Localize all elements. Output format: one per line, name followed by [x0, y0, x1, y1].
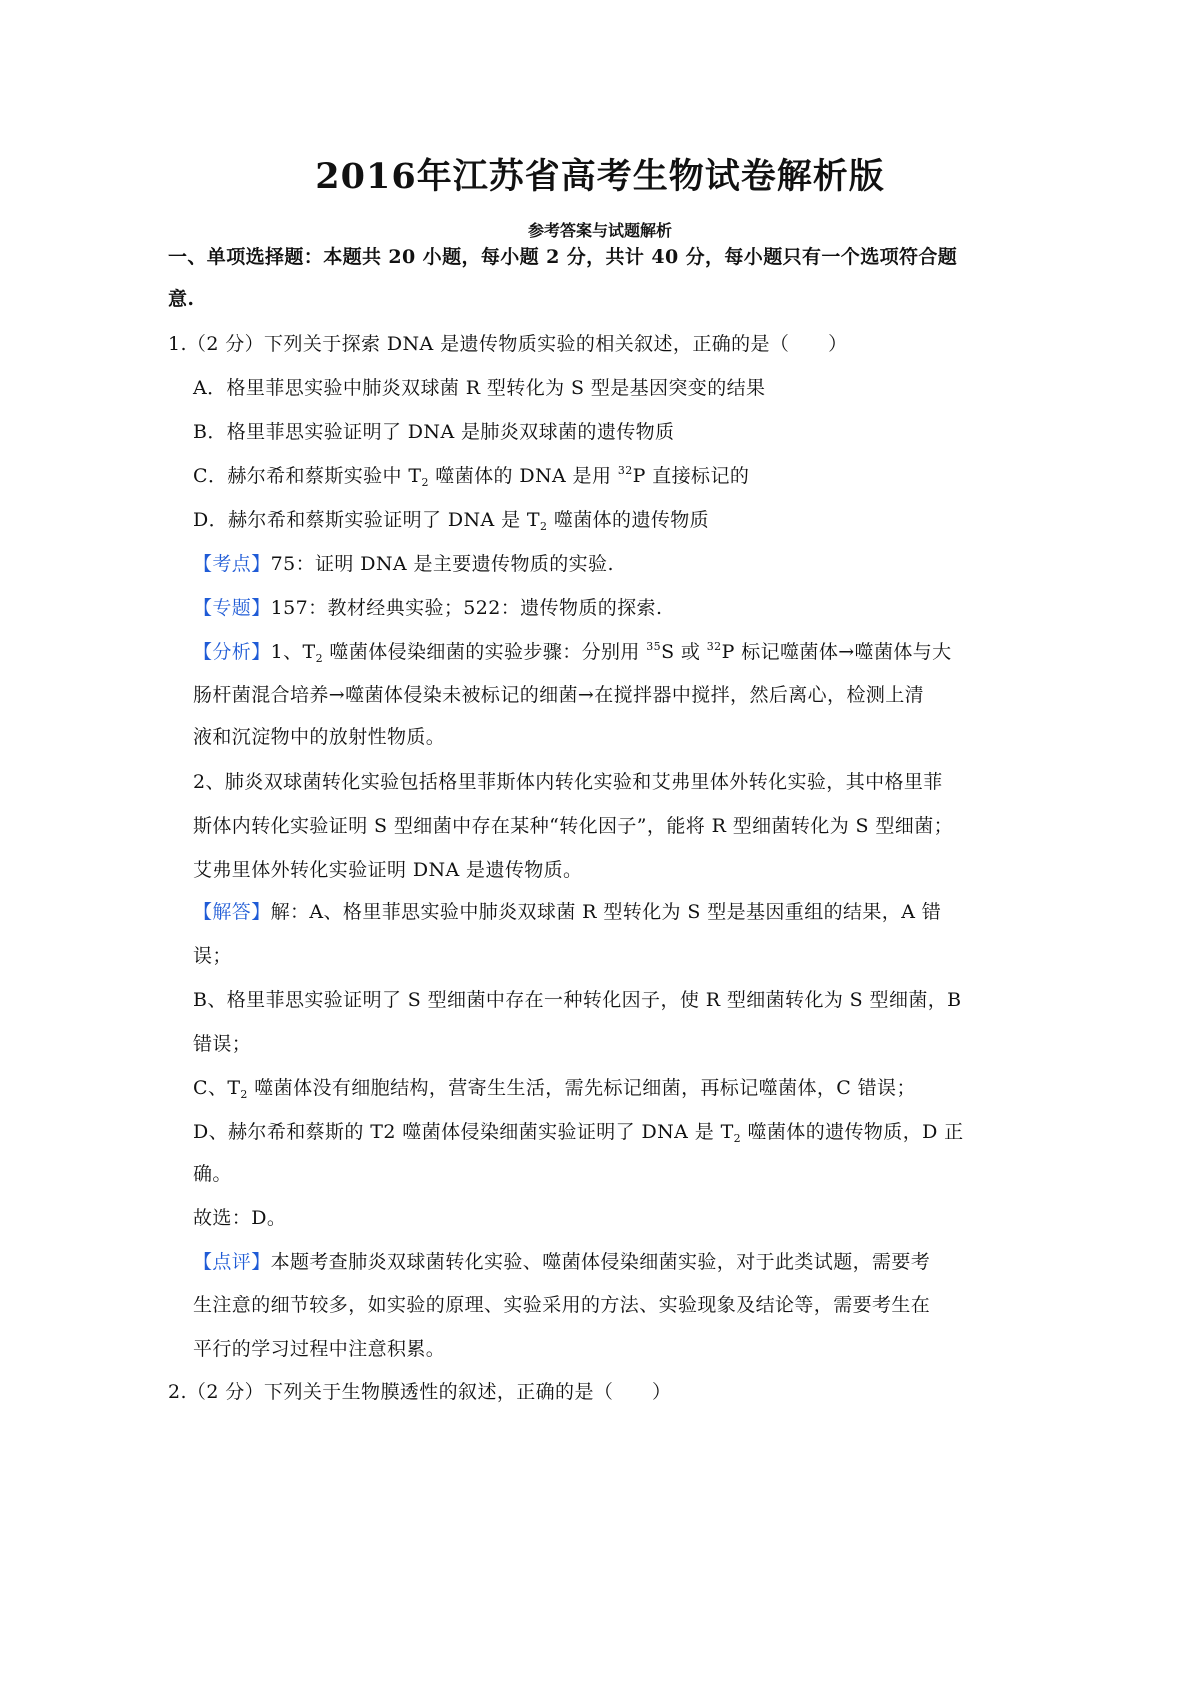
jieda-line-7: 确。 [193, 1163, 232, 1185]
dianping-line-2: 生注意的细节较多，如实验的原理、实验采用的方法、实验现象及结论等，需要考生在 [193, 1294, 931, 1316]
fenxi-text-end: P 标记噬菌体→噬菌体与大 [721, 641, 952, 663]
question-2-stem: 2.（2 分）下列关于生物膜透性的叙述，正确的是（ ） [168, 1381, 672, 1403]
question-1-option-b: B．格里菲思实验证明了 DNA 是肺炎双球菌的遗传物质 [193, 421, 675, 443]
option-c-superscript: 32 [617, 464, 633, 477]
section-heading-line2: 意. [168, 288, 195, 310]
fenxi-text: 1、T [270, 641, 316, 663]
jieda-line-5-text-end: 噬菌体没有细胞结构，营寄生生活，需先标记细菌，再标记噬菌体，C 错误； [247, 1077, 916, 1099]
jieda-line-8: 故选：D。 [193, 1207, 287, 1229]
jieda-line-4: 错误； [193, 1033, 252, 1055]
question-1-option-a: A．格里菲思实验中肺炎双球菌 R 型转化为 S 型是基因突变的结果 [193, 377, 766, 399]
dianping-text: 本题考查肺炎双球菌转化实验、噬菌体侵染细菌实验，对于此类试题，需要考 [270, 1251, 931, 1273]
fenxi-text-mid2: S 或 [661, 641, 707, 663]
dianping-line-1 [193, 1247, 930, 1277]
question-1-option-c [193, 461, 749, 491]
zhuanti-text: 157：教材经典实验；522：遗传物质的探索. [270, 597, 663, 619]
jieda-tag: 【解答】 [193, 901, 271, 923]
kaodian-text: 75：证明 DNA 是主要遗传物质的实验. [270, 553, 614, 575]
question-1-option-d [193, 505, 709, 535]
jieda-line-6 [193, 1117, 964, 1147]
jieda-line-3: B、格里菲思实验证明了 S 型细菌中存在一种转化因子，使 R 型细菌转化为 S 型细菌，B [193, 989, 962, 1011]
kaodian-tag: 【考点】 [193, 553, 271, 575]
jieda-line-5-text: C、T [193, 1077, 241, 1099]
option-c-text: C．赫尔希和蔡斯实验中 T [193, 465, 422, 487]
jieda-line-2: 误； [193, 945, 232, 967]
jieda-text: 解：A、格里菲思实验中肺炎双球菌 R 型转化为 S 型是基因重组的结果，A 错 [270, 901, 942, 923]
fenxi-subscript: 2 [315, 652, 323, 665]
fenxi-line-5: 斯体内转化实验证明 S 型细菌中存在某种“转化因子”，能将 R 型细菌转化为 S 型细菌； [193, 815, 954, 837]
option-d-text-end: 噬菌体的遗传物质 [547, 509, 710, 531]
option-d-text: D．赫尔希和蔡斯实验证明了 DNA 是 T [193, 509, 541, 531]
jieda-line-1 [193, 897, 941, 927]
section-heading-line1: 一、单项选择题：本题共 20 小题，每小题 2 分，共计 40 分，每小题只有一个选项符合题 [168, 246, 958, 268]
jieda-line-5 [193, 1073, 916, 1103]
page-subtitle: 参考答案与试题解析 [527, 221, 672, 240]
option-c-subscript: 2 [421, 476, 429, 489]
option-c-text-end: P 直接标记的 [632, 465, 750, 487]
jieda-line-5-subscript: 2 [240, 1088, 248, 1101]
zhuanti-tag: 【专题】 [193, 597, 271, 619]
fenxi-line-6: 艾弗里体外转化实验证明 DNA 是遗传物质。 [193, 859, 583, 881]
fenxi-line-1 [193, 637, 952, 667]
fenxi-text-mid: 噬菌体侵染细菌的实验步骤：分别用 [322, 641, 647, 663]
kaodian-line [193, 549, 614, 579]
jieda-line-6-text: D、赫尔希和蔡斯的 T2 噬菌体侵染细菌实验证明了 DNA 是 T [193, 1121, 734, 1143]
jieda-line-6-text-end: 噬菌体的遗传物质，D 正 [741, 1121, 964, 1143]
fenxi-line-4: 2、肺炎双球菌转化实验包括格里菲斯体内转化实验和艾弗里体外转化实验，其中格里菲 [193, 771, 943, 793]
fenxi-line-2: 肠杆菌混合培养→噬菌体侵染未被标记的细菌→在搅拌器中搅拌，然后离心，检测上清 [193, 684, 925, 706]
zhuanti-line [193, 593, 662, 623]
jieda-line-6-subscript: 2 [733, 1132, 742, 1145]
dianping-tag: 【点评】 [193, 1251, 271, 1273]
page-title: 2016年江苏省高考生物试卷解析版 [315, 156, 885, 197]
fenxi-tag: 【分析】 [193, 641, 271, 663]
fenxi-superscript-32: 32 [706, 640, 722, 653]
fenxi-superscript-35: 35 [646, 640, 662, 653]
option-d-subscript: 2 [540, 520, 548, 533]
fenxi-line-3: 液和沉淀物中的放射性物质。 [193, 726, 446, 748]
question-1-stem: 1.（2 分）下列关于探索 DNA 是遗传物质实验的相关叙述，正确的是（ ） [168, 333, 848, 355]
option-c-text-mid: 噬菌体的 DNA 是用 [428, 465, 618, 487]
dianping-line-3: 平行的学习过程中注意积累。 [193, 1338, 446, 1360]
